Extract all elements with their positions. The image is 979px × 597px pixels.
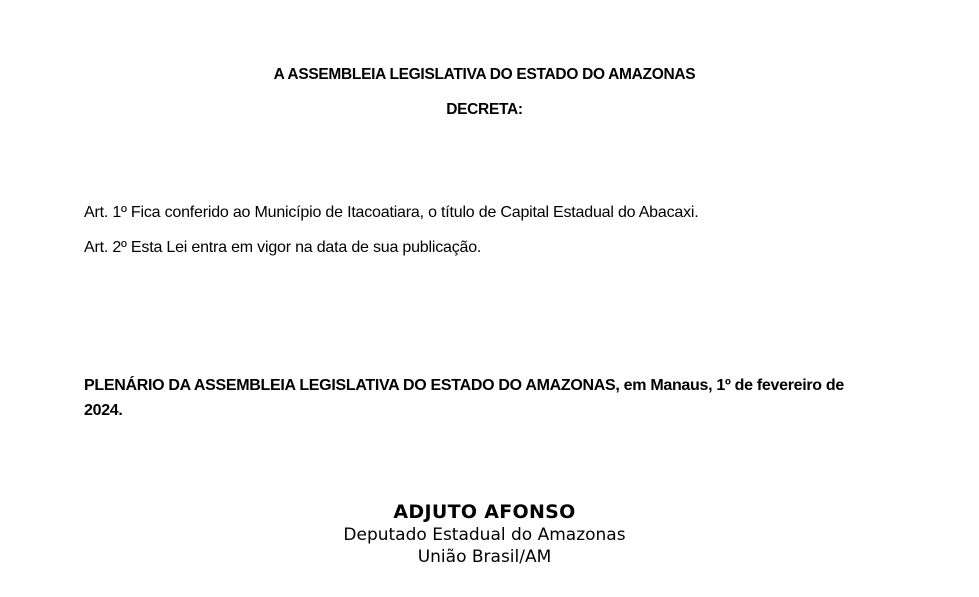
decree-heading: DECRETA: [446,101,523,118]
article-2: Art. 2º Esta Lei entra em vigor na data de sua publicação. [84,239,482,256]
assembly-title: A ASSEMBLEIA LEGISLATIVA DO ESTADO DO AMAZONAS [273,66,696,83]
signatory-name: ADJUTO AFONSO [393,501,576,523]
signatory-party: União Brasil/AM [417,547,552,567]
signature-block [0,501,969,568]
signatory-role: Deputado Estadual do Amazonas [343,525,626,545]
closing-statement: PLENÁRIO DA ASSEMBLEIA LEGISLATIVA DO ESTADO DO AMAZONAS, em Manaus, 1º de fevereiro de 2024. [84,377,844,419]
article-1: Art. 1º Fica conferido ao Município de Itacoatiara, o título de Capital Estadual do Abacaxi. [84,204,699,221]
